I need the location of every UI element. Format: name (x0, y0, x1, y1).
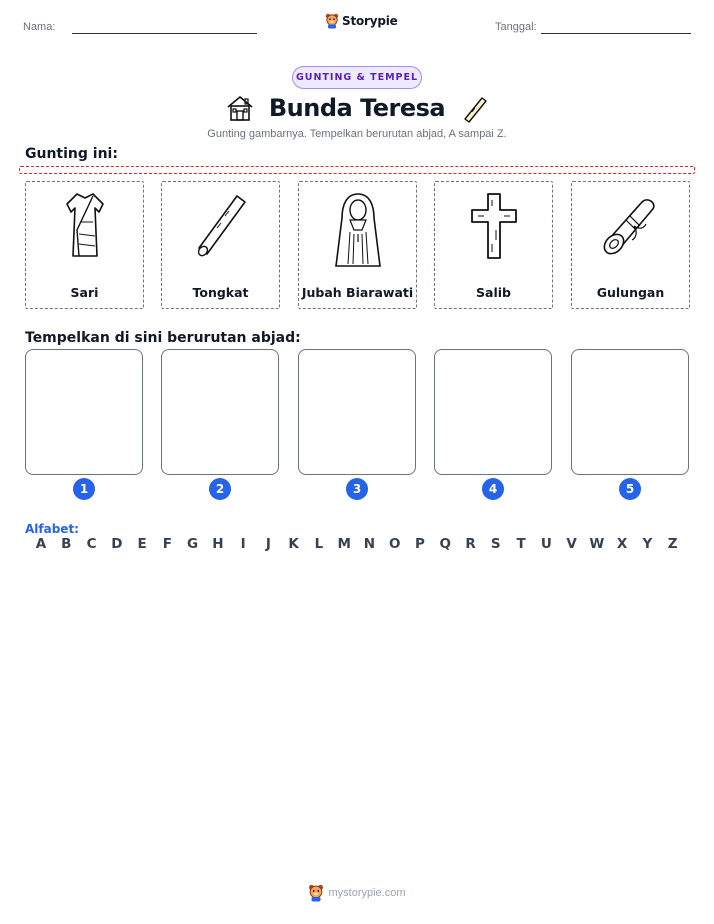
slot-number-3: 3 (346, 478, 368, 500)
cut-card-gulungan[interactable] (571, 181, 690, 309)
paste-slot-2[interactable] (161, 349, 279, 475)
cut-line (19, 166, 695, 174)
cut-section-label: Gunting ini: (25, 146, 118, 162)
activity-badge: GUNTING & TEMPEL (292, 66, 422, 89)
alphabet-letter: Z (667, 536, 678, 552)
stick-icon (191, 190, 251, 262)
card-label: Sari (70, 285, 99, 300)
alphabet-letter: V (566, 536, 577, 552)
date-line (541, 33, 691, 34)
alphabet-letter: P (415, 536, 425, 552)
cut-card-salib[interactable] (434, 181, 553, 309)
page-title: Bunda Teresa (268, 94, 446, 122)
alphabet-letter: R (465, 536, 476, 552)
alphabet-letter: Q (439, 536, 451, 552)
date-label: Tanggal: (495, 21, 537, 33)
name-line (72, 33, 257, 34)
house-icon (225, 93, 255, 123)
alphabet-letter: G (187, 536, 199, 552)
footer (0, 884, 714, 902)
alphabet-letter: O (388, 536, 401, 552)
card-label: Salib (476, 285, 511, 300)
paste-section-label: Tempelkan di sini berurutan abjad: (25, 330, 301, 346)
brand-logo (325, 13, 398, 29)
alphabet-letter: A (35, 536, 47, 552)
alphabet-letter: W (589, 536, 605, 552)
footer-url: mystorypie.com (328, 887, 406, 899)
alphabet-letter: J (265, 536, 271, 552)
alphabet-label: Alfabet: (25, 522, 79, 536)
paste-slot-5[interactable] (571, 349, 689, 475)
card-label: Gulungan (596, 285, 665, 300)
brand-name: Storypie (342, 14, 398, 28)
stick-icon (459, 93, 489, 123)
alphabet-letter: L (314, 536, 324, 552)
alphabet-letter: I (240, 536, 246, 552)
paste-slot-4[interactable] (434, 349, 552, 475)
card-label: Tongkat (192, 285, 249, 300)
alphabet-letter: S (490, 536, 501, 552)
alphabet-letter: K (288, 536, 299, 552)
sari-icon (57, 190, 113, 262)
cut-card-tongkat[interactable] (161, 181, 280, 309)
alphabet-letter: N (363, 536, 376, 552)
slot-number-5: 5 (619, 478, 641, 500)
name-label: Nama: (23, 21, 56, 33)
alphabet-letter: C (86, 536, 97, 552)
instructions: Gunting gambarnya. Tempelkan berurutan abjad, A sampai Z. (207, 128, 507, 140)
alphabet-letter: U (540, 536, 552, 552)
alphabet-letter: F (162, 536, 172, 552)
slot-number-4: 4 (482, 478, 504, 500)
alphabet-letter: D (111, 536, 123, 552)
nun-habit-icon (328, 190, 388, 270)
alphabet-letter: H (212, 536, 224, 552)
cut-card-sari[interactable] (25, 181, 144, 309)
alphabet-letter: E (137, 536, 147, 552)
slot-number-2: 2 (209, 478, 231, 500)
paste-slot-3[interactable] (298, 349, 416, 475)
scroll-icon (596, 190, 666, 262)
bear-icon (308, 884, 324, 902)
slot-number-1: 1 (73, 478, 95, 500)
cross-icon (466, 190, 522, 262)
paste-slot-1[interactable] (25, 349, 143, 475)
alphabet-letter: Y (642, 536, 653, 552)
alphabet-letter: M (337, 536, 351, 552)
alphabet-letter: X (616, 536, 628, 552)
title-row (0, 90, 714, 126)
alphabet-letter: T (516, 536, 526, 552)
bear-icon (325, 13, 339, 29)
alphabet-row (25, 536, 689, 552)
card-label: Jubah Biarawati (301, 285, 414, 300)
cut-card-jubah-biarawati[interactable] (298, 181, 417, 309)
alphabet-letter: B (61, 536, 72, 552)
